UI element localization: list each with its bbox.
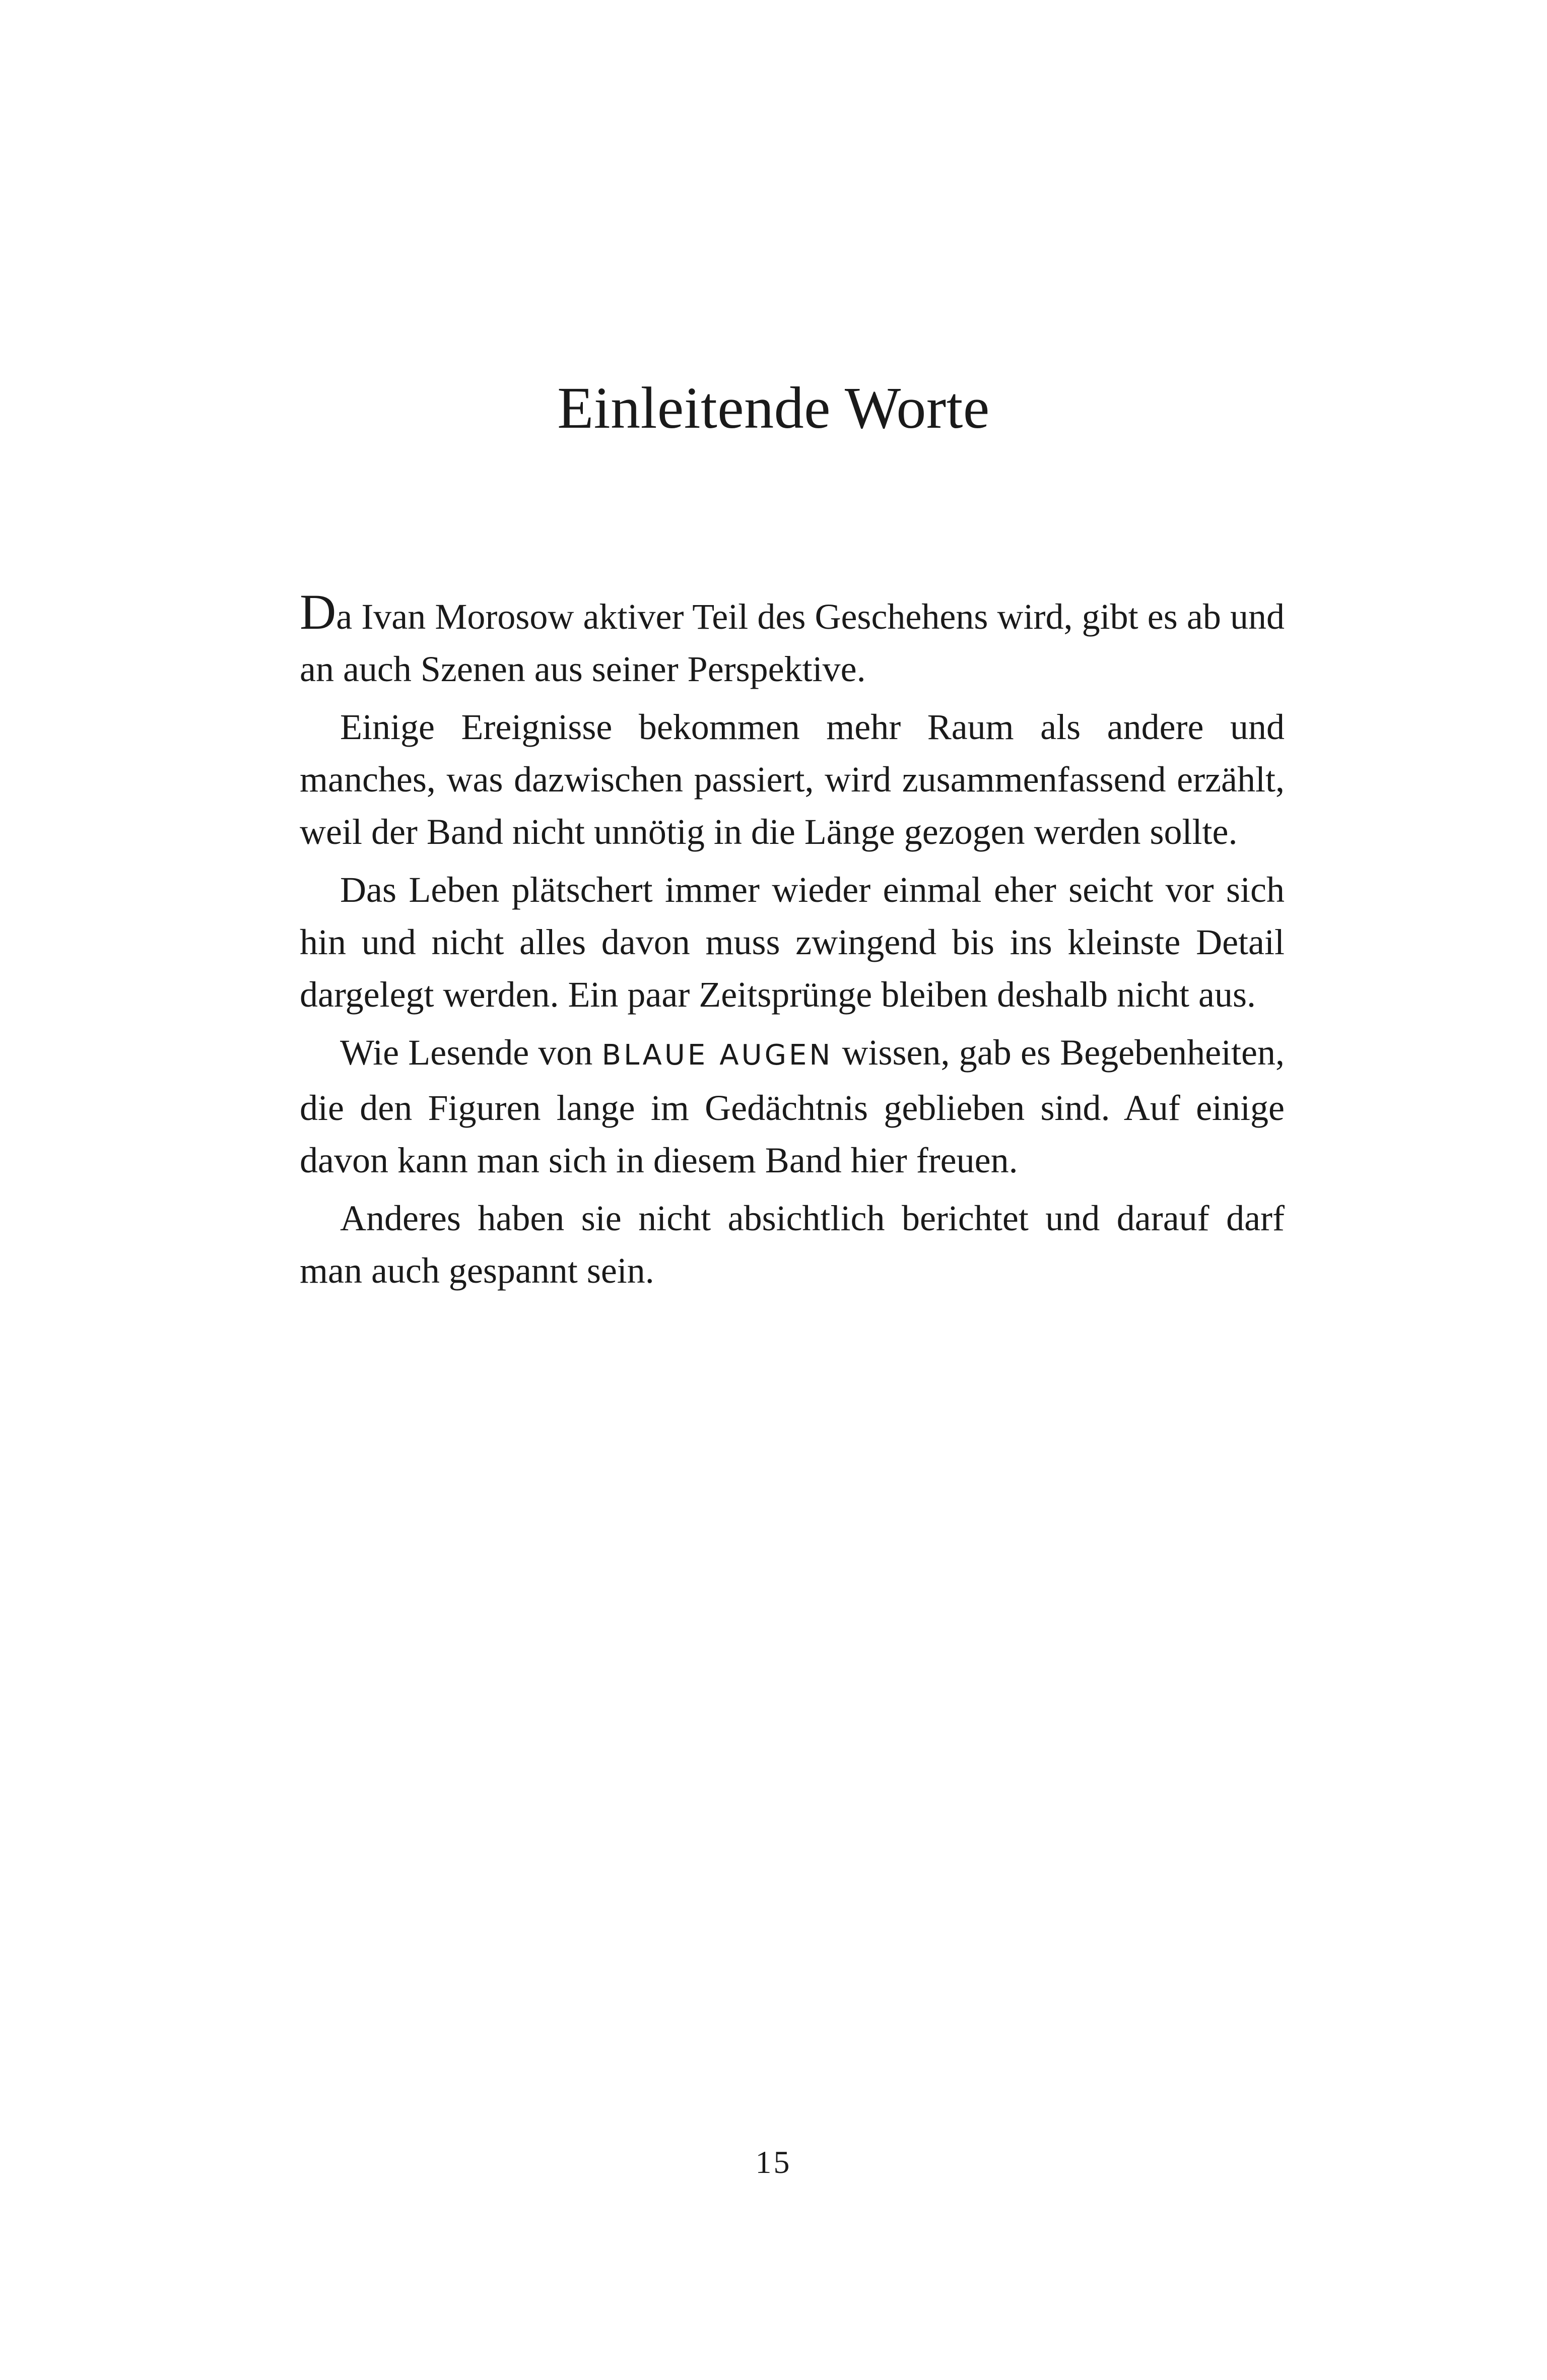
book-title-reference: BLAUE AUGEN: [601, 1039, 833, 1072]
chapter-title: Einleitende Worte: [557, 375, 990, 441]
paragraph-1-text: a Ivan Morosow aktiver Teil des Geschehens wird, gibt es ab und an auch Szenen aus seiner Perspektive.: [300, 597, 1285, 689]
initial-letter: D: [300, 584, 337, 640]
paragraph-4-text-after: wissen, gab es Begebenheiten, die den Figuren lange im Gedächtnis geblieben sind. Auf einige davon kann man sich in diesem Band hier freuen.: [300, 1032, 1285, 1180]
paragraph-4-text-before: Wie Lesende von: [340, 1032, 602, 1073]
paragraph-3: Das Leben plätschert immer wieder einmal eher seicht vor sich hin und nicht alles davon muss zwingend bis ins kleinste Detail dargelegt werden. Ein paar Zeitsprünge bleiben deshalb nicht aus.: [300, 870, 1285, 1015]
paragraph-2: Einige Ereignisse bekommen mehr Raum als andere und manches, was dazwischen passiert, wird zusammenfassend erzählt, weil der Band nicht unnötig in die Länge gezogen werden sollte.: [300, 707, 1285, 852]
body-text: [300, 584, 1285, 1302]
page-number: 15: [755, 2144, 792, 2180]
paragraph-4: [300, 1026, 1285, 1186]
paragraph-1: [300, 584, 1285, 695]
paragraph-5: Anderes haben sie nicht absichtlich berichtet und darauf darf man auch gespannt sein.: [300, 1198, 1285, 1291]
